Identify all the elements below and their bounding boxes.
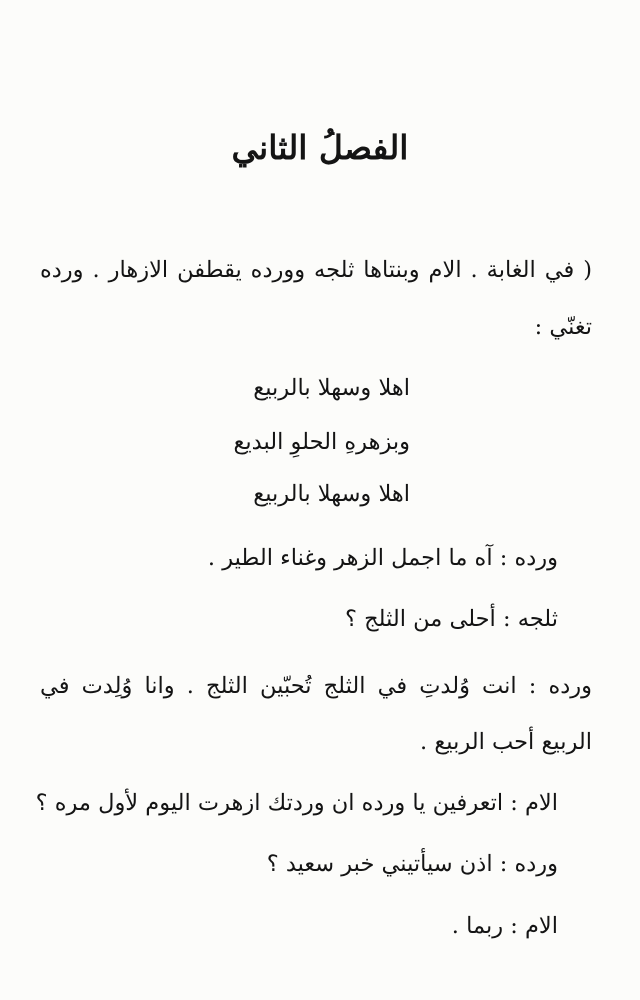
dialogue-line-1: ورده : آه ما اجمل الزهر وغناء الطير . — [207, 545, 558, 571]
dialogue-line-3a: ورده : انت وُلدتِ في الثلج تُحبّين الثلج . وانا وُلِدت في — [40, 673, 592, 699]
chapter-title: الفصلُ الثاني — [231, 128, 409, 167]
dialogue-line-3b: الربيع أحب الربيع . — [420, 729, 592, 755]
song-line-3: اهلا وسهلا بالربيع — [253, 481, 410, 507]
stage-direction-line-1: ( في الغابة . الام وبنتاها ثلجه وورده يقطفن الازهار . ورده — [40, 257, 592, 283]
dialogue-line-2: ثلجه : أحلى من الثلج ؟ — [345, 606, 558, 632]
song-line-1: اهلا وسهلا بالربيع — [253, 375, 410, 401]
dialogue-line-5: ورده : اذن سيأتيني خبر سعيد ؟ — [266, 851, 558, 877]
dialogue-line-6: الام : ربما . — [451, 913, 558, 939]
dialogue-line-4: الام : اتعرفين يا ورده ان وردتك ازهرت اليوم لأول مره ؟ — [35, 790, 558, 816]
song-line-2: وبزهرهِ الحلوِ البديع — [233, 429, 410, 455]
stage-direction-line-2: تغنّي : — [534, 314, 592, 340]
